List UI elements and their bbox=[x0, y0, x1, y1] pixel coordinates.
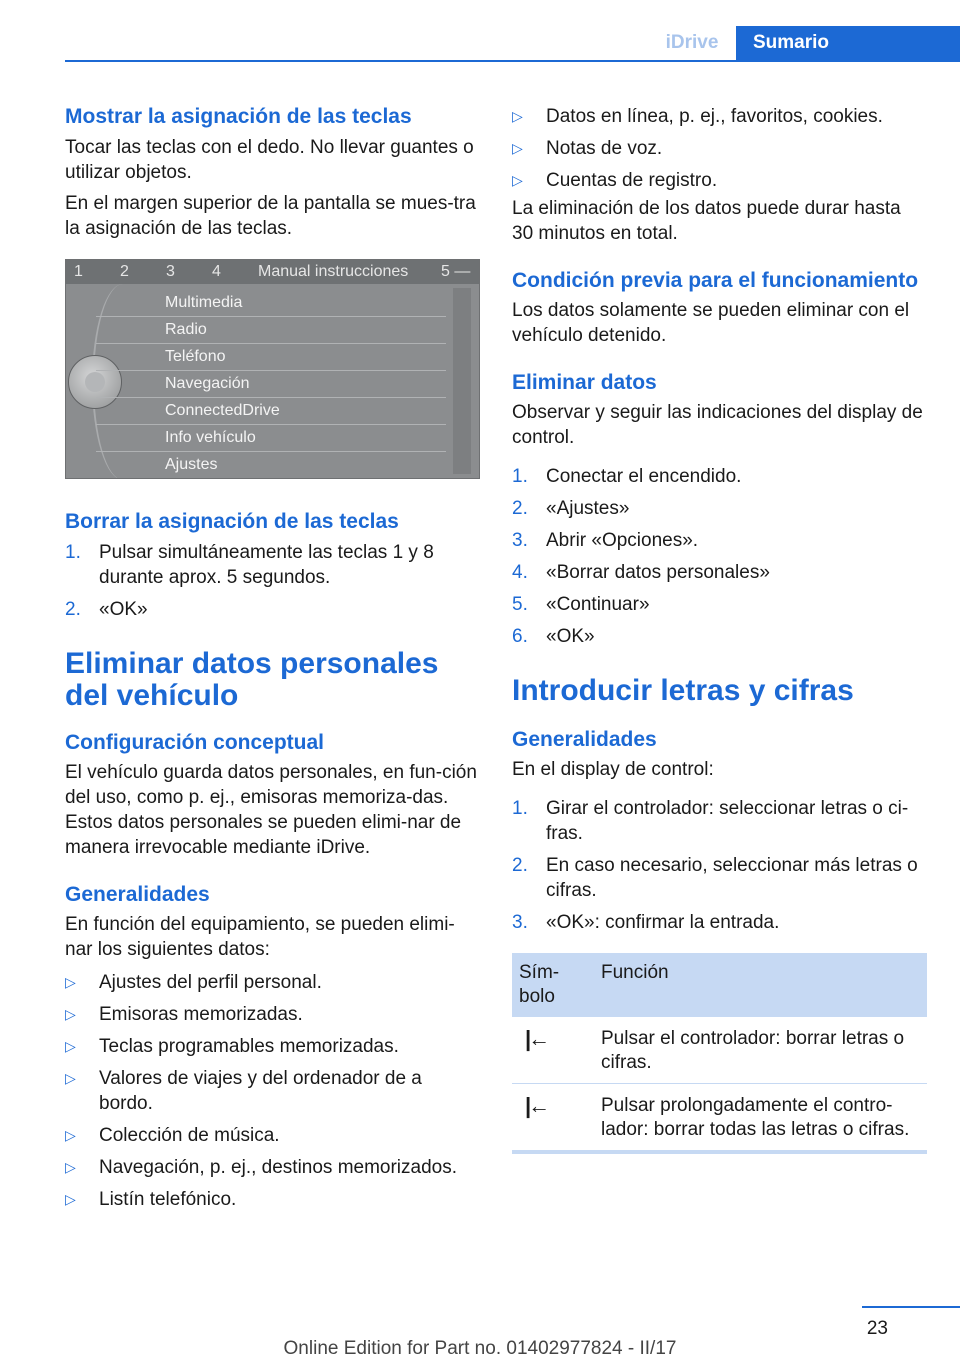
symbol-cell bbox=[512, 1017, 594, 1084]
para-eliminar: Observar y seguir las indicaciones del display de control. bbox=[512, 402, 923, 448]
col-simbolo-header: Sím‐bolo bbox=[512, 953, 594, 1017]
list-item bbox=[512, 560, 927, 585]
para-duracion: La eliminación de los datos puede durar hasta 30 minutos en total. bbox=[512, 198, 901, 244]
key-1: 1 bbox=[74, 263, 83, 280]
triangle-bullet-icon: ▷ bbox=[512, 172, 523, 188]
heading-generalidades-right: Generalidades bbox=[512, 728, 657, 751]
borrar-steps bbox=[65, 540, 480, 622]
heading-borrar: Borrar la asignación de las teclas bbox=[65, 510, 399, 533]
symbol-cell bbox=[512, 1084, 594, 1153]
eliminar-steps bbox=[512, 464, 927, 649]
step-number: 2. bbox=[65, 599, 81, 620]
step-text: «OK» bbox=[546, 626, 595, 647]
list-item bbox=[65, 970, 480, 995]
step-number: 6. bbox=[512, 626, 528, 647]
list-item bbox=[512, 104, 927, 129]
triangle-bullet-icon: ▷ bbox=[65, 1006, 76, 1022]
step-number: 2. bbox=[512, 498, 528, 519]
footer-rule bbox=[862, 1306, 960, 1308]
key-4: 4 bbox=[212, 263, 221, 280]
list-item bbox=[512, 464, 927, 489]
item-text: Colección de música. bbox=[99, 1125, 280, 1146]
triangle-bullet-icon: ▷ bbox=[512, 140, 523, 156]
step-number: 2. bbox=[512, 855, 528, 876]
step-text: Pulsar simultáneamente las teclas 1 y 8 durante aprox. 5 segundos. bbox=[99, 542, 434, 588]
para-generalidades-left: En función del equipamiento, se pueden elimi‐nar los siguientes datos: bbox=[65, 914, 455, 960]
step-text: Girar el controlador: seleccionar letras o ci‐fras. bbox=[546, 798, 909, 844]
screen-menu-item: Teléfono bbox=[96, 344, 446, 371]
para-mostrar-1: Tocar las teclas con el dedo. No llevar guantes o utilizar objetos. bbox=[65, 137, 474, 183]
list-item bbox=[512, 624, 927, 649]
list-item bbox=[512, 592, 927, 617]
list-item bbox=[512, 168, 927, 193]
step-text: «Borrar datos personales» bbox=[546, 562, 770, 583]
list-item bbox=[65, 1155, 480, 1180]
list-item bbox=[65, 1123, 480, 1148]
para-condicion: Los datos solamente se pueden eliminar con el vehículo detenido. bbox=[512, 300, 910, 346]
list-item bbox=[512, 136, 927, 161]
step-number: 1. bbox=[512, 466, 528, 487]
item-text: Valores de viajes y del ordenador de a bordo. bbox=[99, 1068, 422, 1114]
item-text: Cuentas de registro. bbox=[546, 170, 718, 191]
table-row bbox=[512, 1084, 927, 1153]
step-number: 3. bbox=[512, 912, 528, 933]
step-number: 1. bbox=[65, 542, 81, 563]
list-item bbox=[65, 1002, 480, 1027]
step-number: 5. bbox=[512, 594, 528, 615]
intro-steps bbox=[512, 796, 927, 935]
screen-menu-item: Info vehículo bbox=[96, 425, 446, 452]
step-text: «Ajustes» bbox=[546, 498, 630, 519]
heading-configuracion: Configuración conceptual bbox=[65, 731, 325, 754]
step-text: «OK»: confirmar la entrada. bbox=[546, 912, 780, 933]
para-mostrar-2: En el margen superior de la pantalla se mues‐tra la asignación de las teclas. bbox=[65, 193, 476, 239]
table-header-row bbox=[512, 953, 927, 1017]
triangle-bullet-icon: ▷ bbox=[65, 1159, 76, 1175]
step-text: En caso necesario, seleccionar más letras o cifras. bbox=[546, 855, 918, 901]
step-number: 4. bbox=[512, 562, 528, 583]
item-text: Teclas programables memorizadas. bbox=[99, 1036, 399, 1057]
triangle-bullet-icon: ▷ bbox=[65, 1070, 76, 1086]
screen-menu-item: Multimedia bbox=[96, 290, 446, 317]
list-item bbox=[512, 528, 927, 553]
key-2: 2 bbox=[120, 263, 129, 280]
left-column bbox=[65, 100, 480, 1219]
heading-eliminar-datos: Eliminar datos bbox=[512, 371, 657, 394]
step-number: 3. bbox=[512, 530, 528, 551]
heading-eliminar-datos-personales: Eliminar datos personales del vehículo bbox=[65, 647, 439, 712]
datos-list bbox=[65, 970, 480, 1212]
header-section: iDrive bbox=[665, 32, 719, 53]
item-text: Datos en línea, p. ej., favoritos, cookies. bbox=[546, 106, 883, 127]
list-item bbox=[512, 910, 927, 935]
para-generalidades-right: En el display de control: bbox=[512, 759, 714, 780]
edition-footer: Online Edition for Part no. 01402977824 - II/17 bbox=[283, 1338, 677, 1359]
triangle-bullet-icon: ▷ bbox=[65, 1127, 76, 1143]
idrive-screen-figure bbox=[65, 259, 480, 479]
key-4-label: Manual instrucciones bbox=[258, 263, 409, 280]
function-cell: Pulsar el controlador: borrar letras o cifras. bbox=[594, 1017, 927, 1084]
heading-generalidades-left: Generalidades bbox=[65, 883, 210, 906]
list-item bbox=[512, 796, 927, 846]
triangle-bullet-icon: ▷ bbox=[65, 1038, 76, 1054]
screen-scrollbar bbox=[453, 288, 471, 474]
item-text: Navegación, p. ej., destinos memorizados. bbox=[99, 1157, 458, 1178]
page-number: 23 bbox=[866, 1318, 888, 1339]
list-item bbox=[512, 853, 927, 903]
item-text: Listín telefónico. bbox=[99, 1189, 237, 1210]
item-text: Ajustes del perfil personal. bbox=[99, 972, 322, 993]
header-tab: Sumario bbox=[736, 26, 960, 60]
key-5: 5 — bbox=[441, 263, 471, 280]
header-rule bbox=[65, 60, 960, 62]
col-funcion-header: Función bbox=[594, 953, 927, 1017]
step-text: «OK» bbox=[99, 599, 148, 620]
datos-list-continued bbox=[512, 104, 927, 193]
key-3: 3 bbox=[166, 263, 175, 280]
heading-introducir: Introducir letras y cifras bbox=[512, 674, 854, 707]
function-cell: Pulsar prolongadamente el contro‐lador: borrar todas las letras o cifras. bbox=[594, 1084, 927, 1153]
list-item bbox=[65, 1034, 480, 1059]
table-row bbox=[512, 1017, 927, 1084]
list-item bbox=[65, 1066, 480, 1116]
item-text: Emisoras memorizadas. bbox=[99, 1004, 303, 1025]
screen-menu-item: Radio bbox=[96, 317, 446, 344]
step-text: Abrir «Opciones». bbox=[546, 530, 699, 551]
backspace-icon: |← bbox=[525, 1026, 548, 1051]
screen-topbar bbox=[66, 260, 479, 284]
step-text: Conectar el encendido. bbox=[546, 466, 742, 487]
backspace-icon: |← bbox=[525, 1093, 548, 1118]
list-item bbox=[65, 597, 480, 622]
heading-mostrar: Mostrar la asignación de las teclas bbox=[65, 105, 412, 128]
screen-menu bbox=[96, 290, 446, 479]
list-item bbox=[65, 1187, 480, 1212]
triangle-bullet-icon: ▷ bbox=[65, 1191, 76, 1207]
heading-condicion: Condición previa para el funcionamiento bbox=[512, 269, 919, 292]
step-text: «Continuar» bbox=[546, 594, 650, 615]
triangle-bullet-icon: ▷ bbox=[512, 108, 523, 124]
symbol-table bbox=[512, 953, 927, 1154]
para-configuracion: El vehículo guarda datos personales, en fun‐ción del uso, como p. ej., emisoras memoriza‐das. Estos datos personales se pueden elimi‐nar de manera irrevocable mediante iDrive. bbox=[65, 762, 477, 858]
list-item bbox=[512, 496, 927, 521]
right-column bbox=[512, 100, 927, 1154]
triangle-bullet-icon: ▷ bbox=[65, 974, 76, 990]
screen-menu-item: ConnectedDrive bbox=[96, 398, 446, 425]
screen-menu-item: Navegación bbox=[96, 371, 446, 398]
screen-menu-item: Ajustes bbox=[96, 452, 446, 479]
list-item bbox=[65, 540, 480, 590]
step-number: 1. bbox=[512, 798, 528, 819]
item-text: Notas de voz. bbox=[546, 138, 663, 159]
